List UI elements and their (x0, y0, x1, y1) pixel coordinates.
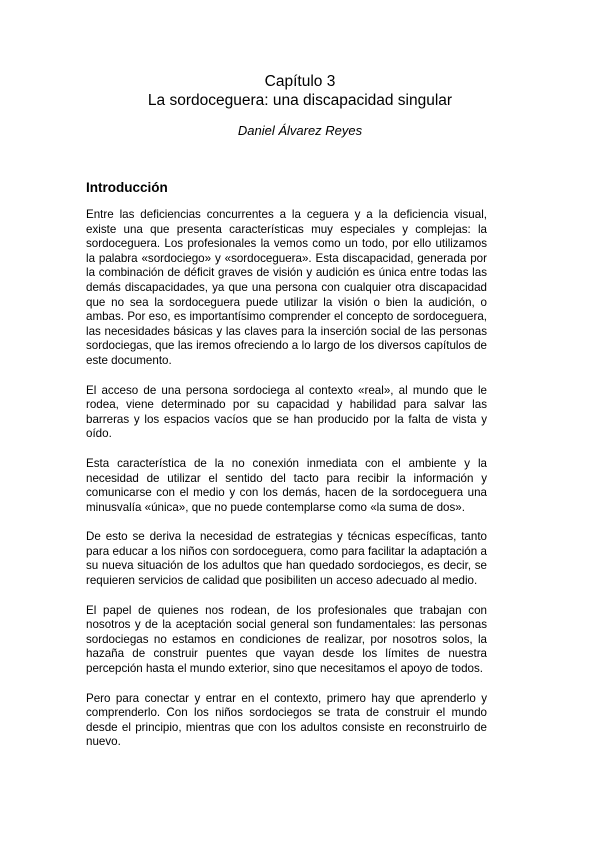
paragraph-4: De esto se deriva la necesidad de estrategias y técnicas específicas, tanto para educar a los niños con sordoceguera, como para facilitar la adaptación a su nueva situación de los adultos que han quedado sordociegos, es decir, se requieren servicios de calidad que posibiliten un acceso adecuado al medio. (86, 530, 487, 588)
paragraph-3: Esta característica de la no conexión inmediata con el ambiente y la necesidad de utilizar el sentido del tacto para recibir la información y comunicarse con el medio y con los demás, hacen de la sordoceguera una minusvalía «única», que no puede contemplarse como «la suma de dos». (86, 456, 487, 514)
paragraph-6: Pero para conectar y entrar en el contexto, primero hay que aprenderlo y comprenderlo. Con los niños sordociegos se trata de construir el mundo desde el principio, mientras que con los adultos consiste en reconstruirlo de nuevo. (86, 691, 487, 749)
body-text (86, 208, 487, 765)
paragraph-5: El papel de quienes nos rodean, de los profesionales que trabajan con nosotros y de la aceptación social general son fundamentales: las personas sordociegas no estamos en condiciones de realizar, por nosotros solos, la hazaña de construir puentes que vayan desde los límites de nuestra percepción hasta el mundo exterior, sino que necesitamos el apoyo de todos. (86, 603, 487, 676)
section-heading: Introducción (86, 180, 168, 195)
paragraph-1: Entre las deficiencias concurrentes a la ceguera y a la deficiencia visual, existe una que presenta características muy especiales y complejas: la sordoceguera. Los profesionales la vemos como un todo, por ello utilizamos la palabra «sordociego» y «sordoceguera». Esta discapacidad, generada por la combinación de déficit graves de visión y audición es única entre todas las demás discapacidades, ya que una persona con cualquier otra discapacidad que no sea la sordoceguera puede utilizar la visión o bien la audición, o ambas. Por eso, es importantísimo comprender el concepto de sordoceguera, las necesidades básicas y las claves para la inserción social de las personas sordociegas, que las iremos ofreciendo a lo largo de los diversos capítulos de este documento. (86, 208, 487, 367)
chapter-title: La sordoceguera: una discapacidad singular (147, 92, 453, 109)
chapter-number: Capítulo 3 (264, 73, 336, 90)
author-name: Daniel Álvarez Reyes (237, 123, 363, 138)
paragraph-2: El acceso de una persona sordociega al contexto «real», al mundo que le rodea, viene determinado por su capacidad y habilidad para salvar las barreras y los espacios vacíos que se han producido por la falta de vista y oído. (86, 383, 487, 441)
